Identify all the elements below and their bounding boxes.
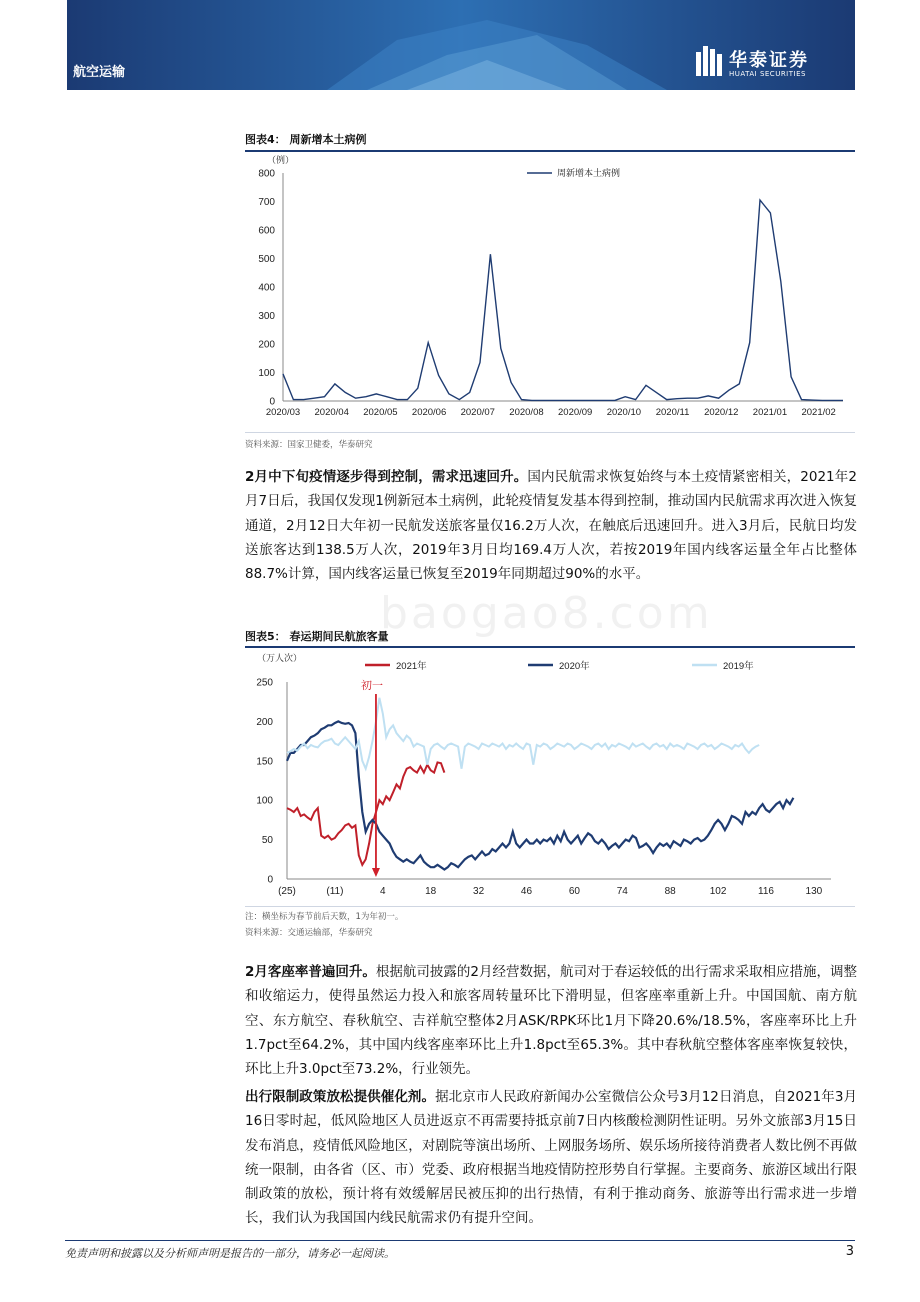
figure4-source: 资料来源：国家卫健委，华泰研究 xyxy=(245,440,373,450)
huatai-logo-icon xyxy=(695,46,723,78)
x-tick-label: 88 xyxy=(664,886,676,897)
x-tick-label: 32 xyxy=(473,886,485,897)
y-tick-label: 800 xyxy=(258,168,275,180)
paragraph-lead: 出行限制政策放松提供催化剂。 xyxy=(245,1089,436,1105)
series-line-weekly-cases xyxy=(283,200,843,400)
y-tick-label: 700 xyxy=(258,197,275,208)
logo-en-text: HUATAI SECURITIES xyxy=(729,70,806,78)
paragraph-body: 根据航司披露的2月经营数据，航司对于春运较低的出行需求采取相应措施，调整和收缩运力，使得虽然运力投入和旅客周转量环比下滑明显，但客座率重新上升。中国国航、南方航空、东方航空、春秋航空、吉祥航空整体2月ASK/RPK环比1月下降20.6%/18.5%，客座率环比上升1.7pct至64.2%，其中国内线客座率环比上升1.8pct至65.3%。其中春秋航空整体客座率恢复较快，环比上升3.0pct至73.2%，行业领先。 xyxy=(245,964,857,1078)
paragraph-body: 国内民航需求恢复始终与本土疫情紧密相关，2021年2月7日后，我国仅发现1例新冠本土病例，此轮疫情复发基本得到控制，推动国内民航需求再次进入恢复通道，2月12日大年初一民航发送旅客量仅16.2万人次，在触底后迅速回升。进入3月后，民航日均发送旅客达到138.5万人次，2019年3月日均169.4万人次，若按2019年国内线客运量全年占比整体88.7%计算，国内线客运量已恢复至2019年同期超过90%的水平。 xyxy=(245,469,857,583)
x-tick-label: 2020/04 xyxy=(314,407,349,418)
x-tick-label: 74 xyxy=(616,886,628,897)
legend-label: 周新增本土病例 xyxy=(557,168,621,178)
footer-disclaimer: 免责声明和披露以及分析师声明是报告的一部分，请务必一起阅读。 xyxy=(65,1247,395,1260)
x-tick-label: (11) xyxy=(326,886,344,897)
paragraph-policy-easing xyxy=(245,1085,857,1231)
x-tick-label: 2020/10 xyxy=(606,407,642,418)
header-banner xyxy=(67,0,855,90)
paragraph-body: 据北京市人民政府新闻办公室微信公众号3月12日消息，自2021年3月16日零时起，低风险地区人员进返京不再需要持抵京前7日内核酸检测阴性证明。另外文旅部3月15日发布消息，疫情低风险地区，对剧院等演出场所、上网服务场所、娱乐场所接待消费者人数比例不再做统一限制，由各省（区、市）党委、政府根据当地疫情防控形势自行掌握。主要商务、旅游区域出行限制政策的放松，预计将有效缓解居民被压抑的出行热情，有利于推动商务、旅游等出行需求进一步增长，我们认为我国国内线民航需求仍有提升空间。 xyxy=(245,1089,858,1227)
annotation-label: 初一 xyxy=(360,680,383,692)
legend-label: 2019年 xyxy=(723,661,754,672)
y-axis-unit: （万人次） xyxy=(257,653,303,663)
y-tick-label: 600 xyxy=(258,225,275,237)
series-line-1 xyxy=(287,721,793,869)
figure5-chart xyxy=(245,648,855,904)
y-tick-label: 0 xyxy=(267,874,273,886)
section-label: 航空运输 xyxy=(73,65,126,80)
x-tick-label: 2020/05 xyxy=(363,407,398,418)
figure5-source: 资料来源：交通运输部，华泰研究 xyxy=(245,928,373,938)
footer-rule xyxy=(65,1240,855,1241)
x-tick-label: 2021/01 xyxy=(752,407,788,418)
legend-label: 2020年 xyxy=(559,661,590,672)
x-tick-label: 2020/06 xyxy=(411,407,447,418)
x-tick-label: 2020/07 xyxy=(460,407,495,418)
y-tick-label: 400 xyxy=(258,282,275,294)
y-tick-label: 500 xyxy=(258,254,275,265)
paragraph-lead: 2月中下旬疫情逐步得到控制，需求迅速回升。 xyxy=(245,469,528,485)
figure5-title: 图表5： 春运期间民航旅客量 xyxy=(245,630,389,643)
x-tick-label: 4 xyxy=(380,886,386,897)
y-tick-label: 200 xyxy=(256,716,273,728)
figure4-chart xyxy=(245,152,855,422)
x-tick-label: 46 xyxy=(520,886,533,897)
y-tick-label: 50 xyxy=(261,835,273,847)
x-tick-label: 102 xyxy=(709,886,727,897)
x-tick-label: 2020/03 xyxy=(265,407,301,418)
paragraph-demand-recovery xyxy=(245,465,857,586)
x-tick-label: 2020/08 xyxy=(509,407,544,418)
watermark: baogao8.com xyxy=(380,588,713,639)
annotation-arrow-head xyxy=(372,868,380,877)
brand-logo xyxy=(695,44,845,84)
paragraph-lead: 2月客座率普遍回升。 xyxy=(245,964,376,980)
y-tick-label: 100 xyxy=(256,795,273,807)
figure5-note: 注：横坐标为春节前后天数，1为年初一。 xyxy=(245,912,404,922)
series-line-0 xyxy=(287,762,444,864)
paragraph-load-factor xyxy=(245,960,857,1081)
x-tick-label: 2020/09 xyxy=(558,407,593,418)
y-tick-label: 150 xyxy=(256,756,273,768)
figure4-bottom-rule xyxy=(245,432,855,433)
logo-cn-text: 华泰证券 xyxy=(729,50,809,71)
x-tick-label: 116 xyxy=(758,886,774,897)
x-tick-label: 130 xyxy=(805,886,823,897)
x-tick-label: 2021/02 xyxy=(801,407,836,418)
y-tick-label: 250 xyxy=(256,677,273,689)
figure5-bottom-rule xyxy=(245,906,855,907)
page-number: 3 xyxy=(845,1244,854,1259)
y-tick-label: 300 xyxy=(258,311,275,322)
x-tick-label: 2020/12 xyxy=(704,407,739,418)
y-tick-label: 0 xyxy=(269,396,275,408)
x-tick-label: 2020/11 xyxy=(655,407,690,418)
y-tick-label: 200 xyxy=(258,339,275,351)
x-tick-label: 60 xyxy=(568,886,580,897)
figure4-title: 图表4： 周新增本土病例 xyxy=(245,133,367,146)
x-tick-label: 18 xyxy=(425,886,437,897)
y-axis-unit: （例） xyxy=(267,155,295,165)
y-tick-label: 100 xyxy=(258,368,275,379)
legend-label: 2021年 xyxy=(396,661,427,672)
x-tick-label: (25) xyxy=(278,886,296,897)
